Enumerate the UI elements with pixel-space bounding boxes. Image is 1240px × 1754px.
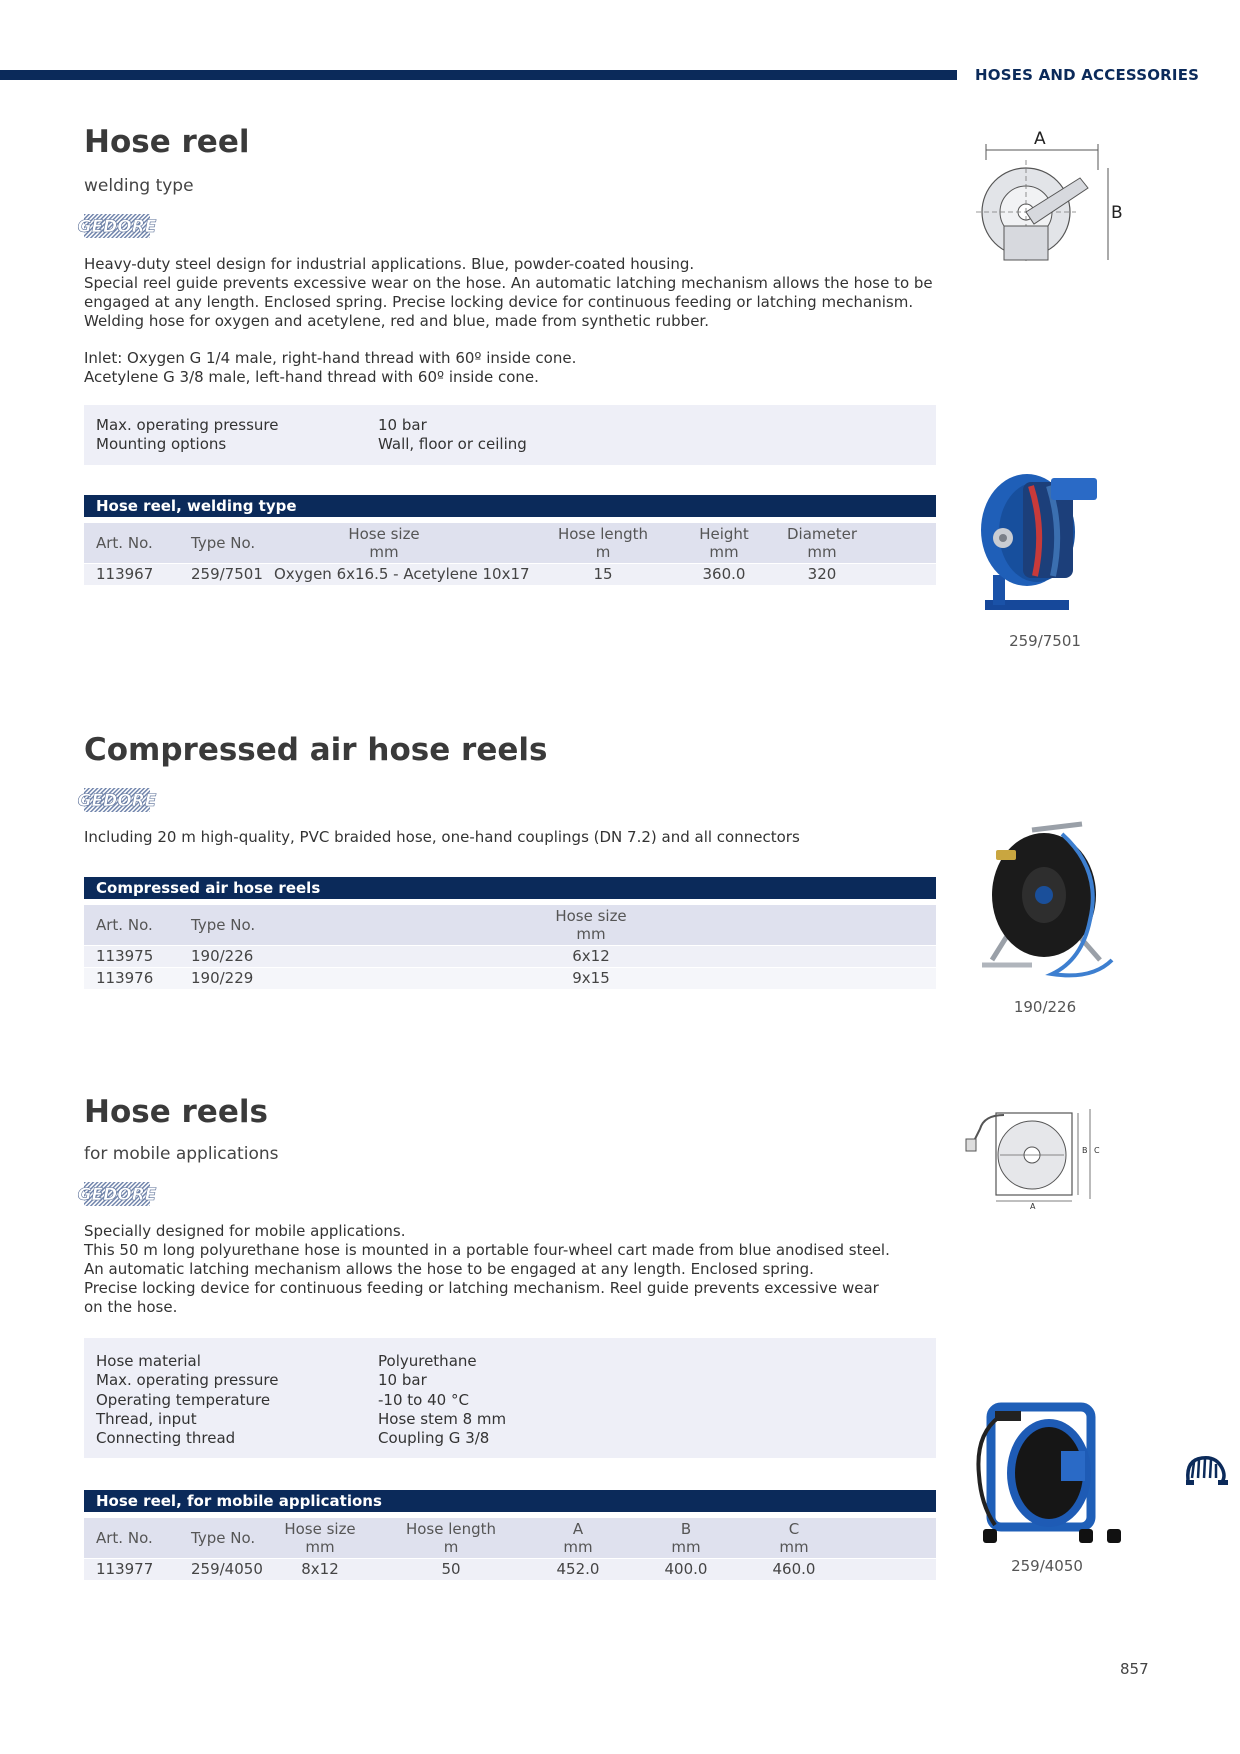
mobile-reel-dimension-diagram bbox=[960, 1105, 1110, 1210]
spec-value: 10 bar bbox=[378, 1371, 427, 1389]
cell-hose-size: 8x12 bbox=[301, 1560, 339, 1578]
description-line: engaged at any length. Enclosed spring. Precise locking device for continuous feeding or latching mechanism. bbox=[84, 293, 914, 311]
description-line: Including 20 m high-quality, PVC braided hose, one-hand couplings (DN 7.2) and all connectors bbox=[84, 828, 800, 846]
cell-art: 113977 bbox=[96, 1560, 154, 1578]
section1-inlet bbox=[84, 349, 944, 387]
section-title-compressed-air: Compressed air hose reels bbox=[84, 732, 548, 768]
col-hose-size: Hose size mm bbox=[284, 1520, 356, 1556]
col-a: A mm bbox=[563, 1520, 593, 1556]
cell-type: 259/7501 bbox=[191, 565, 263, 583]
cell-diameter: 320 bbox=[807, 565, 837, 583]
col-type-no: Type No. bbox=[191, 916, 256, 934]
brand-logo-icon bbox=[77, 214, 157, 238]
section3-description bbox=[84, 1222, 944, 1317]
cell-type: 259/4050 bbox=[191, 1560, 263, 1578]
spec-value: 10 bar bbox=[378, 416, 427, 434]
dim-label-a: A bbox=[1034, 129, 1046, 149]
cell-hose-length: 50 bbox=[441, 1560, 461, 1578]
mobile-hose-reel-photo bbox=[965, 1395, 1130, 1547]
spec-label: Max. operating pressure bbox=[96, 1371, 279, 1389]
section1-spec-box bbox=[84, 405, 936, 465]
inlet-line: Inlet: Oxygen G 1/4 male, right-hand thread with 60º inside cone. bbox=[84, 349, 577, 367]
spec-value: Coupling G 3/8 bbox=[378, 1429, 490, 1447]
col-type-no: Type No. bbox=[191, 534, 256, 552]
table-title: Hose reel, welding type bbox=[84, 495, 936, 517]
hose-category-icon bbox=[1182, 1450, 1230, 1488]
welding-hose-reel-photo bbox=[975, 460, 1115, 620]
col-diameter: Diameter mm bbox=[786, 525, 858, 561]
image-caption: 190/226 bbox=[1013, 998, 1077, 1016]
table-hose-reel-mobile bbox=[84, 1490, 936, 1580]
spec-label: Operating temperature bbox=[96, 1391, 271, 1409]
table-title: Hose reel, for mobile applications bbox=[84, 1490, 936, 1512]
description-line: Specially designed for mobile applications. bbox=[84, 1222, 406, 1240]
section1-description bbox=[84, 255, 944, 331]
table-row bbox=[84, 1558, 936, 1580]
svg-text:GEDORE: GEDORE bbox=[77, 791, 157, 811]
spec-label: Max. operating pressure bbox=[96, 416, 279, 434]
table-hose-reel-welding bbox=[84, 495, 936, 585]
section-subtitle-welding: welding type bbox=[84, 176, 194, 196]
description-line: on the hose. bbox=[84, 1298, 178, 1316]
description-line: Welding hose for oxygen and acetylene, red and blue, made from synthetic rubber. bbox=[84, 312, 709, 330]
section-subtitle-mobile: for mobile applications bbox=[84, 1144, 279, 1164]
page-number: 857 bbox=[1120, 1660, 1149, 1678]
cell-b: 400.0 bbox=[664, 1560, 708, 1578]
image-caption: 259/4050 bbox=[1011, 1557, 1083, 1575]
table-header bbox=[84, 899, 936, 945]
spec-label: Hose material bbox=[96, 1352, 201, 1370]
dim-label-b: B bbox=[1082, 1146, 1088, 1155]
cell-c: 460.0 bbox=[772, 1560, 816, 1578]
image-caption: 259/7501 bbox=[1009, 632, 1081, 650]
cell-hose-length: 15 bbox=[593, 565, 613, 583]
section3-spec-box bbox=[84, 1338, 936, 1458]
cell-hose-size: 6x12 bbox=[572, 947, 610, 965]
inlet-line: Acetylene G 3/8 male, left-hand thread with 60º inside cone. bbox=[84, 368, 539, 386]
section-title-hose-reels-mobile: Hose reels bbox=[84, 1094, 268, 1130]
col-art-no: Art. No. bbox=[96, 534, 153, 552]
table-header bbox=[84, 1512, 936, 1558]
brand-logo-icon bbox=[77, 1182, 157, 1206]
cell-art: 113976 bbox=[96, 969, 154, 987]
section-title-hose-reel: Hose reel bbox=[84, 124, 250, 160]
table-row bbox=[84, 945, 936, 967]
compressed-air-reel-photo bbox=[972, 810, 1122, 990]
table-title: Compressed air hose reels bbox=[84, 877, 936, 899]
col-b: B mm bbox=[671, 1520, 701, 1556]
table-row bbox=[84, 563, 936, 585]
spec-label: Connecting thread bbox=[96, 1429, 236, 1447]
dim-label-a: A bbox=[1030, 1202, 1036, 1211]
col-hose-length: Hose length m bbox=[557, 525, 649, 561]
cell-art: 113975 bbox=[96, 947, 154, 965]
col-hose-size: Hose size mm bbox=[555, 907, 627, 943]
cell-hose-size: Oxygen 6x16.5 - Acetylene 10x17 bbox=[274, 565, 530, 583]
header-rule bbox=[0, 70, 957, 80]
cell-hose-size: 9x15 bbox=[572, 969, 610, 987]
table-header bbox=[84, 517, 936, 563]
col-hose-size: Hose size mm bbox=[348, 525, 420, 561]
col-type-no: Type No. bbox=[191, 1529, 256, 1547]
spec-label: Mounting options bbox=[96, 435, 227, 453]
dim-label-c: C bbox=[1094, 1146, 1100, 1155]
description-line: Precise locking device for continuous feeding or latching mechanism. Reel guide prevents excessive wear bbox=[84, 1279, 879, 1297]
cell-height: 360.0 bbox=[702, 565, 746, 583]
description-line: Heavy-duty steel design for industrial applications. Blue, powder-coated housing. bbox=[84, 255, 695, 273]
description-line: This 50 m long polyurethane hose is mounted in a portable four-wheel cart made from blue anodised steel. bbox=[84, 1241, 890, 1259]
spec-value: Hose stem 8 mm bbox=[378, 1410, 507, 1428]
col-hose-length: Hose length m bbox=[405, 1520, 497, 1556]
table-compressed-air-reels bbox=[84, 877, 936, 989]
brand-logo-icon bbox=[77, 788, 157, 812]
cell-art: 113967 bbox=[96, 565, 154, 583]
spec-label: Thread, input bbox=[96, 1410, 197, 1428]
col-art-no: Art. No. bbox=[96, 916, 153, 934]
col-art-no: Art. No. bbox=[96, 1529, 153, 1547]
description-line: Special reel guide prevents excessive wear on the hose. An automatic latching mechanism allows the hose to be bbox=[84, 274, 933, 292]
spec-value: Polyurethane bbox=[378, 1352, 477, 1370]
category-title: HOSES AND ACCESSORIES bbox=[975, 66, 1200, 84]
col-c: C mm bbox=[779, 1520, 809, 1556]
spec-value: Wall, floor or ceiling bbox=[378, 435, 527, 453]
table-row bbox=[84, 967, 936, 989]
description-line: An automatic latching mechanism allows the hose to be engaged at any length. Enclosed spring. bbox=[84, 1260, 814, 1278]
welding-reel-dimension-diagram bbox=[968, 129, 1123, 270]
cell-type: 190/226 bbox=[191, 947, 254, 965]
spec-value: -10 to 40 °C bbox=[378, 1391, 469, 1409]
svg-text:GEDORE: GEDORE bbox=[77, 1185, 157, 1205]
cell-a: 452.0 bbox=[556, 1560, 600, 1578]
svg-text:GEDORE: GEDORE bbox=[77, 217, 157, 237]
cell-type: 190/229 bbox=[191, 969, 254, 987]
section2-description bbox=[84, 828, 944, 847]
dim-label-b: B bbox=[1111, 203, 1123, 223]
col-height: Height mm bbox=[699, 525, 749, 561]
